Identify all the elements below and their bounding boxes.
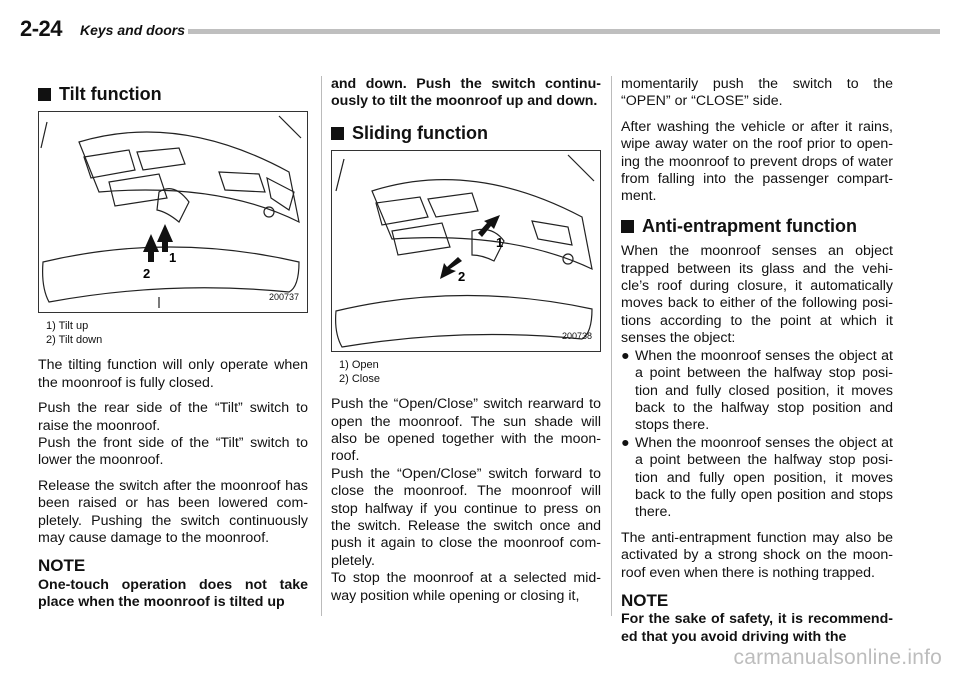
- caption-item: 1) Tilt up: [46, 320, 89, 333]
- tilt-illustration: [39, 112, 307, 312]
- note-text: For the sake of safety, it is recommend-ed that you avoid driving with the: [621, 611, 893, 645]
- bullet-icon: ●: [621, 434, 630, 451]
- sliding-figure: [331, 150, 601, 352]
- note-text: One-touch operation does not take place when the moonroof is tilted up: [38, 576, 308, 611]
- column-3: [621, 76, 893, 646]
- callout-1: 1: [496, 235, 504, 251]
- tilt-function-heading: Tilt function: [38, 86, 308, 103]
- section-title: Keys and doors: [80, 22, 186, 38]
- paragraph: momentarily push the switch to the “OPEN” or “CLOSE” side.: [621, 76, 893, 110]
- paragraph: Push the “Open/Close” switch rearward to open the moonroof. The sun shade will also be opened together with the moon-roof.: [331, 396, 601, 465]
- paragraph: After washing the vehicle or after it rains, wipe away water on the roof prior to open-ing the moonroof to prevent drops of water from falling into the passenger compart-ment.: [621, 118, 893, 205]
- caption-item: 1) Open: [339, 359, 379, 372]
- bullet-item: ● When the moonroof senses the object at a point between the halfway stop posi-tion and fully closed position, it moves back to the halfway stop position and stops there.: [621, 347, 893, 434]
- note-title: NOTE: [38, 556, 86, 576]
- column-divider: [611, 76, 612, 616]
- note-title: NOTE: [621, 590, 669, 610]
- callout-2: 2: [143, 266, 151, 282]
- column-2: [331, 76, 601, 613]
- callout-2: 2: [458, 269, 466, 285]
- anti-entrapment-heading: Anti-entrapment function: [621, 218, 893, 235]
- paragraph: Push the rear side of the “Tilt” switch to raise the moonroof.: [38, 400, 308, 434]
- note-continued: and down. Push the switch continu-ously to tilt the moonroof up and down.: [331, 76, 601, 110]
- page-number: 2-24: [20, 16, 63, 41]
- figure-code: 200737: [268, 292, 299, 302]
- paragraph: The tilting function will only operate when the moonroof is fully closed.: [38, 357, 308, 391]
- paragraph: To stop the moonroof at a selected mid-way position while opening or closing it,: [331, 570, 601, 604]
- paragraph: Push the front side of the “Tilt” switch to lower the moonroof.: [38, 435, 308, 469]
- tilt-captions: [46, 319, 308, 347]
- sliding-captions: [339, 358, 601, 386]
- figure-code: 200738: [561, 330, 592, 341]
- callout-1: 1: [169, 250, 177, 266]
- heading-square-icon: [621, 220, 634, 233]
- sliding-illustration: [332, 151, 600, 351]
- paragraph: The anti-entrapment function may also be activated by a strong shock on the moon-roof even when there is nothing trapped.: [621, 529, 893, 581]
- sliding-function-heading: Sliding function: [331, 125, 601, 142]
- watermark: carmanualsonline.info: [733, 646, 942, 669]
- bullet-item: ● When the moonroof senses the object at a point between the halfway stop posi-tion and fully open position, it moves back to the fully open position and stops there.: [621, 434, 893, 521]
- tilt-figure: [38, 111, 308, 313]
- paragraph: When the moonroof senses an object trapped between its glass and the vehi-cle’s roof during closure, it automatically moves back to either of the following posi-tions according to the point at which it senses the object:: [621, 243, 893, 347]
- paragraph: Push the “Open/Close” switch forward to close the moonroof. The moonroof will stop halfway if you continue to press on the switch. Release the switch once and push it again to close the moonroof com-pletely.: [331, 465, 601, 569]
- header-rule: [188, 29, 940, 34]
- caption-item: 2) Tilt down: [46, 334, 103, 347]
- bullet-icon: ●: [621, 347, 630, 364]
- heading-square-icon: [38, 88, 51, 101]
- caption-item: 2) Close: [339, 373, 380, 386]
- heading-square-icon: [331, 127, 344, 140]
- paragraph: Release the switch after the moonroof has been raised or has been lowered com-pletely. Pushing the switch continuously may cause damage to the moonroof.: [38, 477, 308, 547]
- page-header: [20, 16, 940, 46]
- column-1: [38, 86, 308, 612]
- column-divider: [321, 76, 322, 616]
